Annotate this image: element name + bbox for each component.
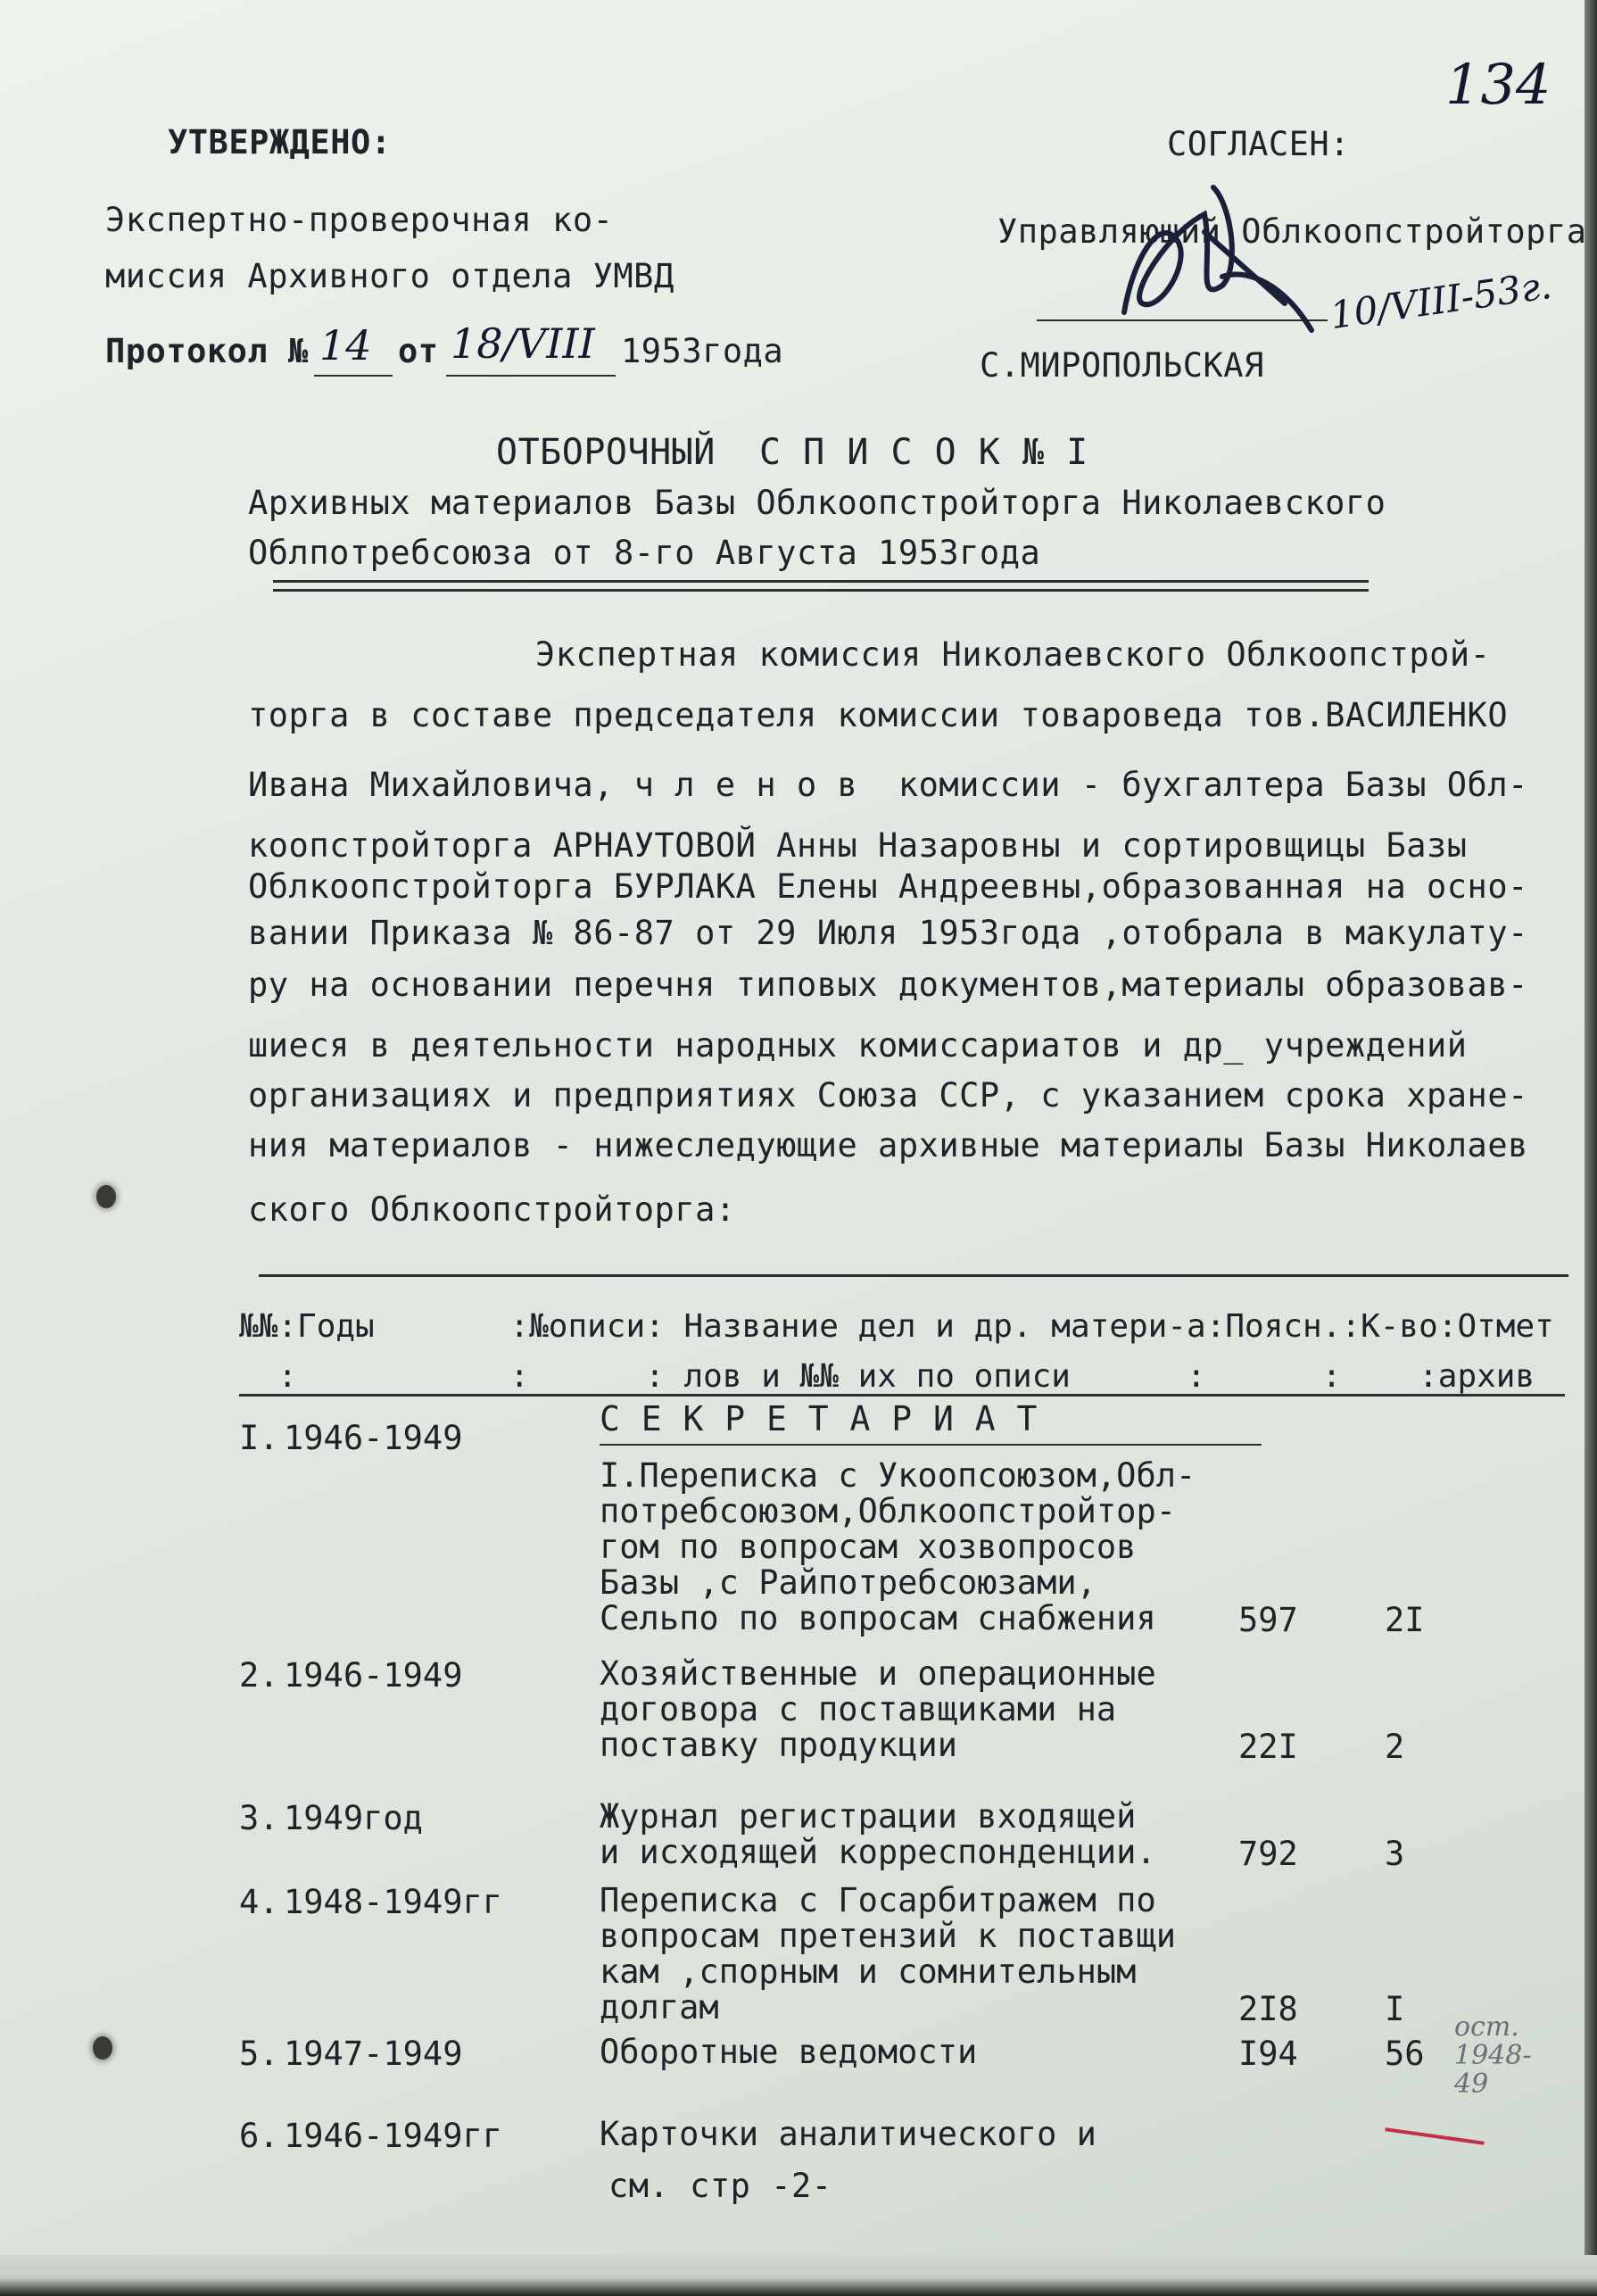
scan-edge-bottom: [0, 2255, 1597, 2296]
row-number: 4.: [239, 1883, 279, 1921]
agreed-position: Управляющий Облкоопстройторга: [997, 212, 1587, 251]
document-title: ОТБОРОЧНЫЙ С П И С О К № I: [496, 432, 1088, 473]
row-quantity: 3: [1385, 1835, 1405, 1873]
table-header-row-1: №№:Годы :№описи: Название дел и др. матери-а:Поясн.:К-во:Отмет: [239, 1308, 1554, 1345]
row-title-line: Переписка с Госарбитражем по: [600, 1881, 1156, 1919]
row-number: 6.: [239, 2117, 279, 2155]
punch-hole-bottom: [93, 2036, 112, 2060]
title-line-2: Архивных материалов Базы Облкоопстройторга Николаевского: [248, 484, 1386, 522]
body-line: шиеся в деятельности народных комиссариатов и др_ учреждений: [248, 1026, 1468, 1065]
row-years: 1949год: [284, 1799, 423, 1837]
section-heading: С Е К Р Е Т А Р И А Т: [600, 1399, 1038, 1438]
row-quantity: 2I: [1385, 1601, 1425, 1639]
protocol-number-underline: [314, 375, 393, 377]
row-number: 2.: [239, 1656, 279, 1695]
row-title-line: Журнал регистрации входящей: [600, 1797, 1137, 1836]
row-quantity: I: [1385, 1990, 1405, 2028]
continuation-note: см. стр -2-: [608, 2167, 832, 2205]
row-title-line: вопросам претензий к поставщи: [600, 1917, 1177, 1955]
row-title: [600, 1458, 1196, 1637]
row-title-line: гом по вопросам хозвопросов: [600, 1528, 1137, 1566]
row-note: 22I: [1238, 1728, 1298, 1766]
row-years: 1946-1949: [284, 1656, 463, 1695]
title-double-rule-bottom: [273, 589, 1369, 592]
protocol-number: 14: [319, 321, 372, 369]
row-years: 1948-1949гг: [284, 1883, 503, 1921]
sheet-number: 134: [1445, 52, 1551, 117]
row-number: 3.: [239, 1799, 279, 1837]
protocol-label: Протокол №: [105, 332, 309, 370]
row-title: [600, 2035, 977, 2070]
table-header-rule: [239, 1394, 1565, 1397]
protocol-from: от: [398, 332, 439, 370]
signature-mark: [1106, 178, 1338, 348]
row-years: 1946-1949гг: [284, 2117, 503, 2155]
row-years: 1947-1949: [284, 2035, 463, 2073]
protocol-date-underline: [446, 375, 616, 377]
row-quantity: 2: [1385, 1728, 1405, 1766]
row-years: 1946-1949: [284, 1419, 463, 1457]
row-title-line: Хозяйственные и операционные: [600, 1654, 1156, 1693]
row-archive-mark: ост. 1948-49: [1454, 2011, 1532, 2100]
row-title-line: Сельпо по вопросам снабжения: [600, 1599, 1156, 1637]
punch-hole-top: [96, 1185, 116, 1208]
row-number: 5.: [239, 2035, 279, 2073]
row-number: I.: [239, 1419, 279, 1457]
title-line-3: Облпотребсоюза от 8-го Августа 1953года: [248, 534, 1041, 572]
row-note: 792: [1238, 1835, 1298, 1873]
row-title-line: долгам: [600, 1988, 719, 2027]
agreed-heading: СОГЛАСЕН:: [1167, 125, 1350, 163]
table-header-row-2: : : : лов и №№ их по описи : : :архив: [239, 1358, 1535, 1395]
row-title-line: договора с поставщиками на: [600, 1690, 1117, 1728]
section-underline: [600, 1444, 1262, 1446]
body-line: Ивана Михайловича, ч л е н о в комиссии - бухгалтера Базы Обл-: [248, 766, 1528, 804]
body-line: ния материалов - нижеследующие архивные материалы Базы Николаев: [248, 1126, 1528, 1165]
row-title-line: Карточки аналитического и: [600, 2115, 1096, 2153]
body-line: коопстройторга АРНАУТОВОЙ Анны Назаровны и сортировщицы Базы: [248, 826, 1468, 865]
approved-line-2: миссия Архивного отдела УМВД: [105, 257, 674, 295]
row-title: [600, 1799, 1156, 1870]
row-quantity: 56: [1385, 2035, 1425, 2073]
body-line: организациях и предприятиях Союза ССР, с указанием срока хране-: [248, 1076, 1528, 1115]
row-title-line: и исходящей корреспонденции.: [600, 1833, 1156, 1871]
row-note: I94: [1238, 2035, 1298, 2073]
scan-edge-right: [1585, 0, 1597, 2296]
row-title-line: потребсоюзом,Облкоопстройтор-: [600, 1492, 1177, 1530]
row-title-line: Оборотные ведомости: [600, 2033, 978, 2071]
agreed-signer: С.МИРОПОЛЬСКАЯ: [980, 346, 1264, 385]
body-line: Экспертная комиссия Николаевского Облкоопстрой-: [535, 635, 1491, 674]
protocol-date: 18/VIII: [451, 319, 595, 368]
row-title-line: I.Переписка с Укоопсоюзом,Обл-: [600, 1456, 1196, 1495]
table-top-rule: [259, 1274, 1568, 1277]
row-title: [600, 1656, 1156, 1763]
row-title: [600, 1883, 1176, 2026]
approved-heading: УТВЕРЖДЕНО:: [168, 123, 392, 162]
signature-date: 10/VIII-53г.: [1327, 262, 1555, 338]
row-title-line: поставку продукции: [600, 1726, 957, 1764]
row-title: [600, 2117, 1096, 2152]
row-note: 597: [1238, 1601, 1298, 1639]
approved-line-1: Экспертно-проверочная ко-: [105, 201, 614, 239]
red-pencil-mark: [1385, 2127, 1484, 2145]
title-double-rule-top: [273, 580, 1369, 583]
row-title-line: Базы ,с Райпотребсоюзами,: [600, 1563, 1096, 1602]
body-line: ру на основании перечня типовых документов,материалы образовав-: [248, 966, 1528, 1004]
body-line: ского Облкоопстройторга:: [248, 1190, 736, 1229]
body-line: Облкоопстройторга БУРЛАКА Елены Андреевны,образованная на осно-: [248, 867, 1528, 906]
row-title-line: кам ,спорным и сомнительным: [600, 1952, 1137, 1991]
body-line: торга в составе председателя комиссии товароведа тов.ВАСИЛЕНКО: [248, 696, 1509, 734]
row-note: 2I8: [1238, 1990, 1298, 2028]
body-line: вании Приказа № 86-87 от 29 Июля 1953года ,отобрала в макулату-: [248, 914, 1528, 952]
protocol-year: 1953года: [621, 332, 784, 370]
